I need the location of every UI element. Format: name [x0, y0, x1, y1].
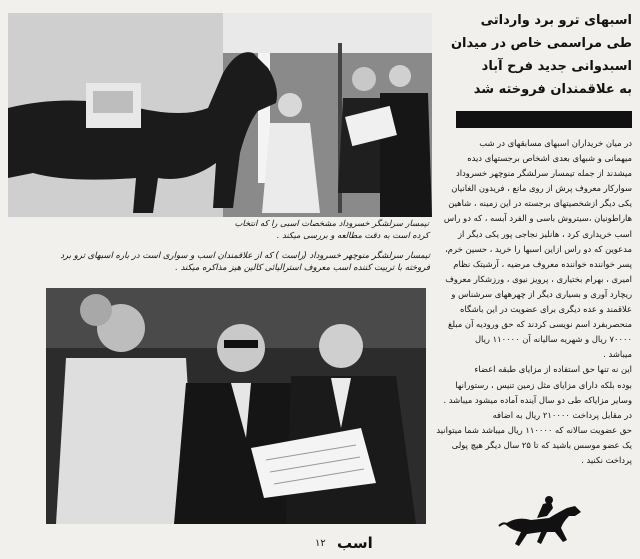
- body-line: در مقابل پرداخت ۲۱۰۰۰۰ ریال به اضافه: [492, 409, 632, 420]
- headline-line: طی مراسمی خاص در میدان: [450, 36, 632, 51]
- article-headline: [437, 9, 632, 101]
- caption-top-line: تیمسار سرلشگر خسروداد مشخصات اسبی را که انتخاب: [234, 218, 429, 228]
- caption-top-line: کرده است به دقت مطالعه و بررسی میکند .: [276, 230, 429, 240]
- horse-jockey-icon: [497, 494, 587, 552]
- body-line: اسب خریداری کرد ، هانلیز نجاجی پور یکی دیگر از: [457, 228, 632, 239]
- body-line: میباشد .: [603, 349, 632, 360]
- article-body: [434, 136, 632, 468]
- body-line: وسایر مزایاکه طی دو سال آینده آماده میشود میباشد .: [443, 394, 632, 405]
- caption-middle-line: فروخته با تربیت کننده اسب معروف استرالیائی کالین هیز مذاکره میکند .: [175, 263, 430, 273]
- body-line: در میان خریداران اسبهای مسابقهای در شب: [479, 138, 632, 148]
- photo-horse-inspection: [8, 13, 432, 217]
- headline-line: اسبهای ترو برد وارداتی: [480, 13, 632, 28]
- body-line: امیری ، بهرام بختیاری ، پرویز نیوی ، ورزشکار معروف: [445, 273, 632, 284]
- body-line: پسر خواننده خواننده معروف مرضیه ، آرشیتک نظام: [453, 258, 632, 269]
- caption-middle: [38, 250, 430, 274]
- body-line: میشدند از جمله تیمسار سرلشگر منوچهر خسروداد: [455, 168, 632, 179]
- body-line: ۷۰۰۰۰ ریال و شهریه سالیانه آن ۱۱۰۰۰۰ ریال: [474, 334, 632, 345]
- magazine-name: اسب: [337, 534, 373, 552]
- body-line: علاقمند و عده دیگری برای عضویت در این باشگاه: [460, 304, 632, 315]
- body-line: مدعوین که دو راس ازاین اسبها را خرید ، حسین خرم،: [445, 243, 632, 254]
- photo-document-discussion: [46, 288, 426, 524]
- headline-line: اسبدوانی جدید فرح آباد: [481, 59, 632, 74]
- decorative-black-bar: [456, 111, 632, 128]
- body-line: میهمانی و شبهای بعدی اشخاص برجستهای دیده: [467, 153, 632, 164]
- body-line: پرداخت نکنید .: [581, 454, 632, 465]
- body-line: بوده بلکه دارای مزایای مثل زمین تنیس ، رستورانها: [455, 379, 632, 390]
- headline-line: به علاقمندان فروخته شد: [473, 82, 632, 97]
- body-line: منحصربفرد اسم نویسی کردند که حق ورودیه آن مبلغ: [448, 319, 632, 330]
- body-line: یک عضو موسس باشید که تا ۲۵ سال دیگر هیچ پولی: [451, 439, 632, 450]
- body-line: هاراطونیان ،سیتروش باسی و الفرد آبسه ، که دو راس: [443, 213, 632, 224]
- body-line: حق عضویت سالانه که ۱۱۰۰۰۰ ریال میباشد شما میتوانید: [436, 424, 632, 435]
- body-line: این نه تنها حق استفاده از مزایای طبقه اعضاء: [474, 364, 632, 375]
- caption-top: [168, 217, 429, 241]
- caption-middle-line: تیمسار سرلشگر منوچهر خسروداد (راست ) که از علاقمندان اسب و سواری است در باره اسبهای ترو برد: [60, 251, 430, 261]
- body-line: سوارکار معروف پرش از روی مانع ، فریدون الغانیان: [451, 183, 632, 194]
- body-line: ریچارد آوری و بسیاری دیگر از چهرههای سرشناس و: [451, 288, 632, 299]
- body-line: یکی دیگر ازشخصیتهای برجسته در این زمینه ، شاهین: [448, 198, 632, 209]
- page-number: ۱۲: [315, 538, 326, 549]
